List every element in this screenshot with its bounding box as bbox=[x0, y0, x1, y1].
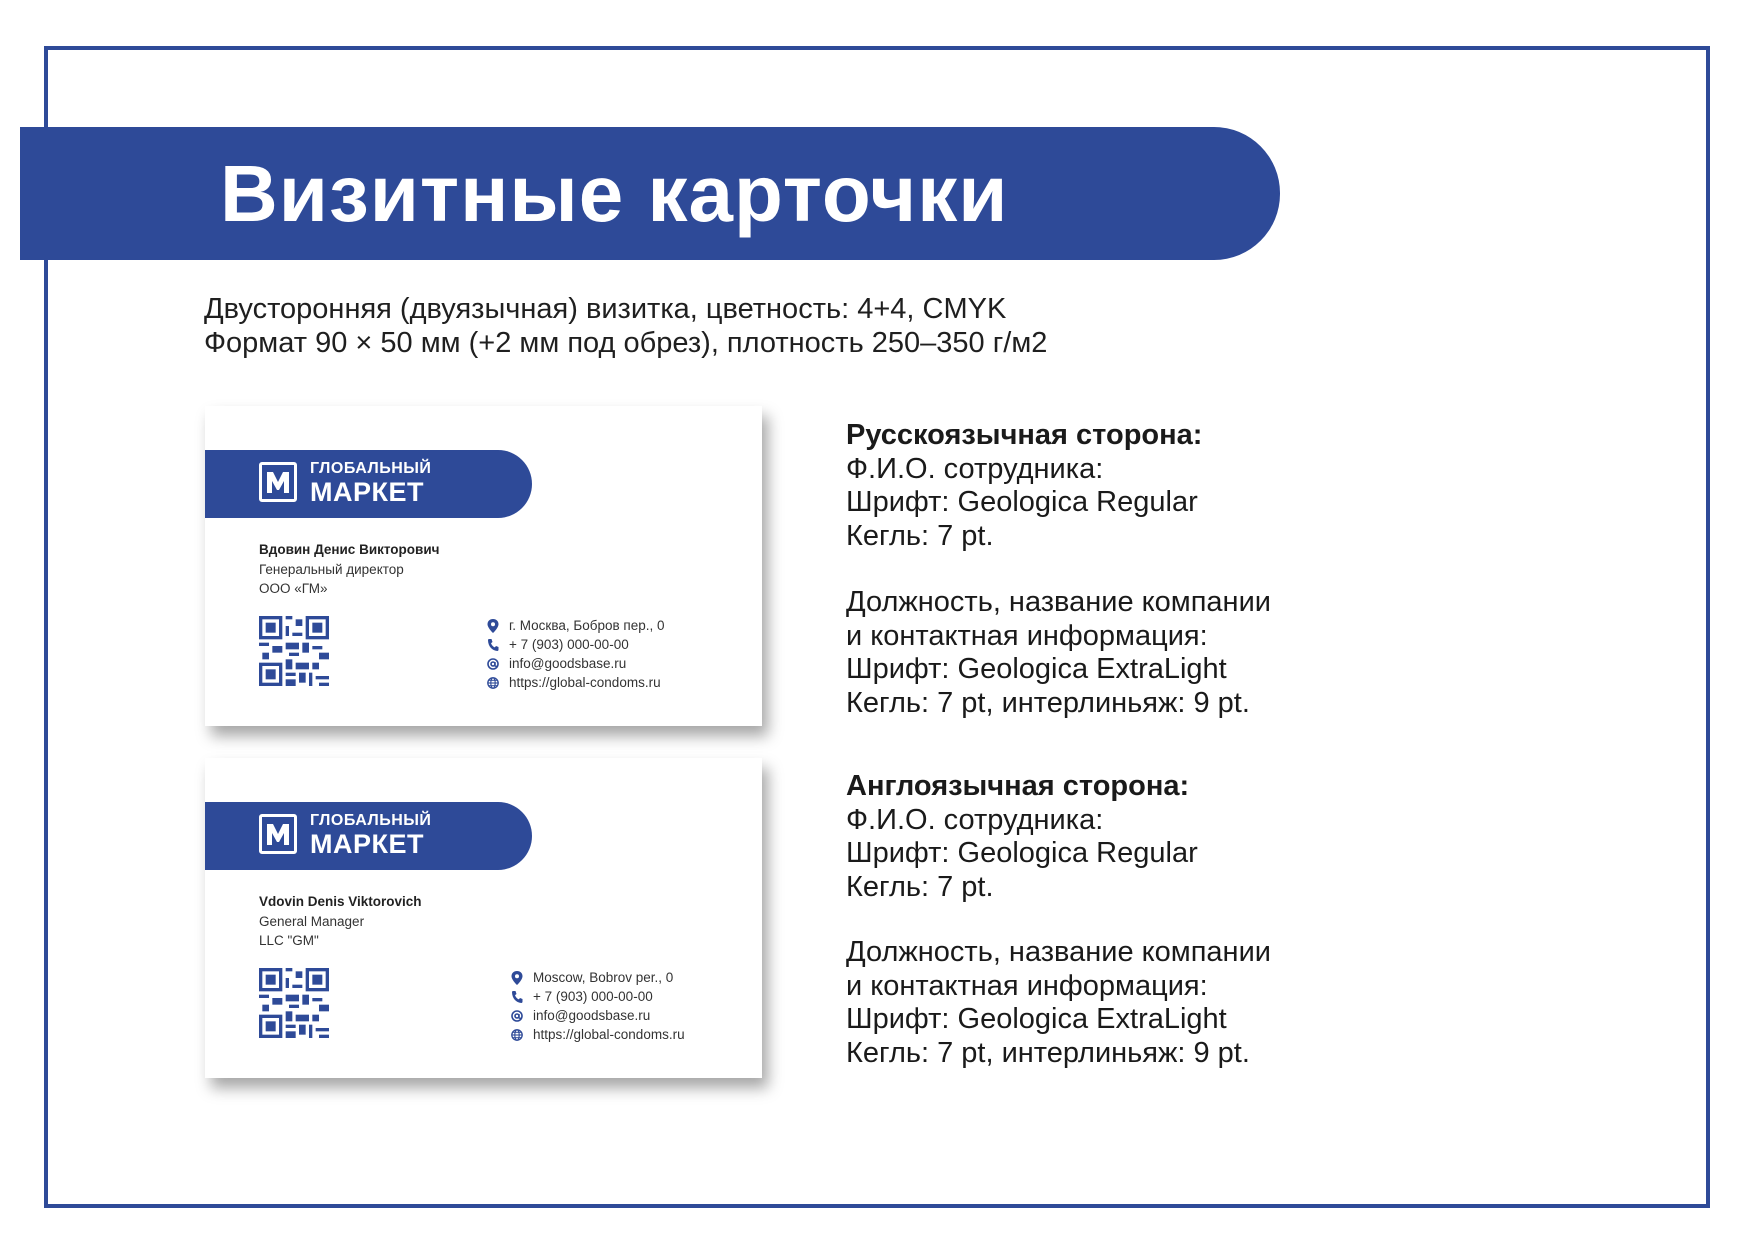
contacts bbox=[487, 616, 665, 692]
specs-en-info-block bbox=[846, 936, 1271, 1070]
contacts bbox=[511, 968, 685, 1044]
contact-email bbox=[487, 654, 665, 673]
person-position: General Manager bbox=[259, 914, 365, 929]
globe-icon bbox=[511, 1028, 523, 1042]
business-card-ru bbox=[205, 406, 762, 726]
logo-line-2: МАРКЕТ bbox=[310, 829, 424, 859]
person-name: Vdovin Denis Viktorovich bbox=[259, 894, 422, 909]
phone-icon bbox=[511, 990, 523, 1004]
specs-ru-info-size: Кегль: 7 pt, интерлиньяж: 9 pt. bbox=[846, 686, 1250, 719]
contact-website bbox=[487, 673, 665, 692]
phone-text: + 7 (903) 000-00-00 bbox=[533, 989, 653, 1004]
specs-en-name-size: Кегль: 7 pt. bbox=[846, 870, 994, 903]
specs-en-info-label-2: и контактная информация: bbox=[846, 969, 1208, 1002]
specs-en-name-label: Ф.И.О. сотрудника: bbox=[846, 803, 1104, 836]
contact-phone bbox=[487, 635, 665, 654]
contact-address bbox=[487, 616, 665, 635]
specs-en-info-size: Кегль: 7 pt, интерлиньяж: 9 pt. bbox=[846, 1036, 1250, 1069]
logo-line-2: МАРКЕТ bbox=[310, 477, 424, 507]
qr-code-icon bbox=[259, 616, 329, 686]
logo-text bbox=[310, 812, 431, 858]
specs-en-name-block bbox=[846, 770, 1198, 904]
contact-address bbox=[511, 968, 685, 987]
subtitle-line-1: Двусторонняя (двуязычная) визитка, цветность: 4+4, CMYK bbox=[204, 293, 1007, 325]
person-info bbox=[259, 892, 422, 950]
website-text: https://global-condoms.ru bbox=[533, 1027, 685, 1042]
person-company: ООО «ГМ» bbox=[259, 581, 328, 596]
specs-en-info-font: Шрифт: Geologica ExtraLight bbox=[846, 1003, 1227, 1035]
specs-en-heading: Англоязычная сторона: bbox=[846, 770, 1190, 802]
business-card-en bbox=[205, 758, 762, 1078]
at-sign-icon bbox=[487, 657, 499, 671]
location-pin-icon bbox=[511, 971, 523, 985]
specs-en-info-label-1: Должность, название компании bbox=[846, 936, 1271, 968]
specs-ru-info-block bbox=[846, 586, 1271, 720]
specs-ru-name-font: Шрифт: Geologica Regular bbox=[846, 486, 1198, 518]
specs-ru-info-label-1: Должность, название компании bbox=[846, 586, 1271, 618]
website-text: https://global-condoms.ru bbox=[509, 675, 661, 690]
specs-ru-name-size: Кегль: 7 pt. bbox=[846, 519, 994, 552]
title-banner bbox=[20, 127, 1280, 260]
specs-ru-name-label: Ф.И.О. сотрудника: bbox=[846, 452, 1104, 485]
qr-code-icon bbox=[259, 968, 329, 1038]
specs-ru-info-label-2: и контактная информация: bbox=[846, 619, 1208, 652]
address-text: г. Москва, Бобров пер., 0 bbox=[509, 618, 665, 633]
person-company: LLC "GM" bbox=[259, 933, 319, 948]
page-title: Визитные карточки bbox=[220, 149, 1009, 238]
person-info bbox=[259, 540, 439, 598]
phone-text: + 7 (903) 000-00-00 bbox=[509, 637, 629, 652]
person-name: Вдовин Денис Викторович bbox=[259, 542, 440, 557]
logo-text bbox=[310, 460, 431, 506]
card-logo-banner bbox=[205, 450, 532, 518]
specs-ru-name-block bbox=[846, 419, 1202, 553]
email-text: info@goodsbase.ru bbox=[533, 1008, 651, 1023]
globe-icon bbox=[487, 676, 499, 690]
specs-ru-heading: Русскоязычная сторона: bbox=[846, 419, 1203, 451]
specs-en-name-font: Шрифт: Geologica Regular bbox=[846, 837, 1198, 869]
contact-email bbox=[511, 1006, 685, 1025]
subtitle-line-2: Формат 90 × 50 мм (+2 мм под обрез), плотность 250–350 г/м2 bbox=[204, 327, 1048, 359]
at-sign-icon bbox=[511, 1009, 523, 1023]
phone-icon bbox=[487, 638, 499, 652]
subtitle bbox=[204, 292, 1047, 360]
location-pin-icon bbox=[487, 619, 499, 633]
logo-line-1: ГЛОБАЛЬНЫЙ bbox=[310, 812, 432, 829]
m-logo-icon bbox=[259, 814, 297, 854]
specs-ru-info-font: Шрифт: Geologica ExtraLight bbox=[846, 653, 1227, 685]
card-logo-banner bbox=[205, 802, 532, 870]
contact-website bbox=[511, 1025, 685, 1044]
address-text: Moscow, Bobrov per., 0 bbox=[533, 970, 674, 985]
person-position: Генеральный директор bbox=[259, 562, 404, 577]
email-text: info@goodsbase.ru bbox=[509, 656, 627, 671]
logo-line-1: ГЛОБАЛЬНЫЙ bbox=[310, 460, 432, 477]
contact-phone bbox=[511, 987, 685, 1006]
m-logo-icon bbox=[259, 462, 297, 502]
